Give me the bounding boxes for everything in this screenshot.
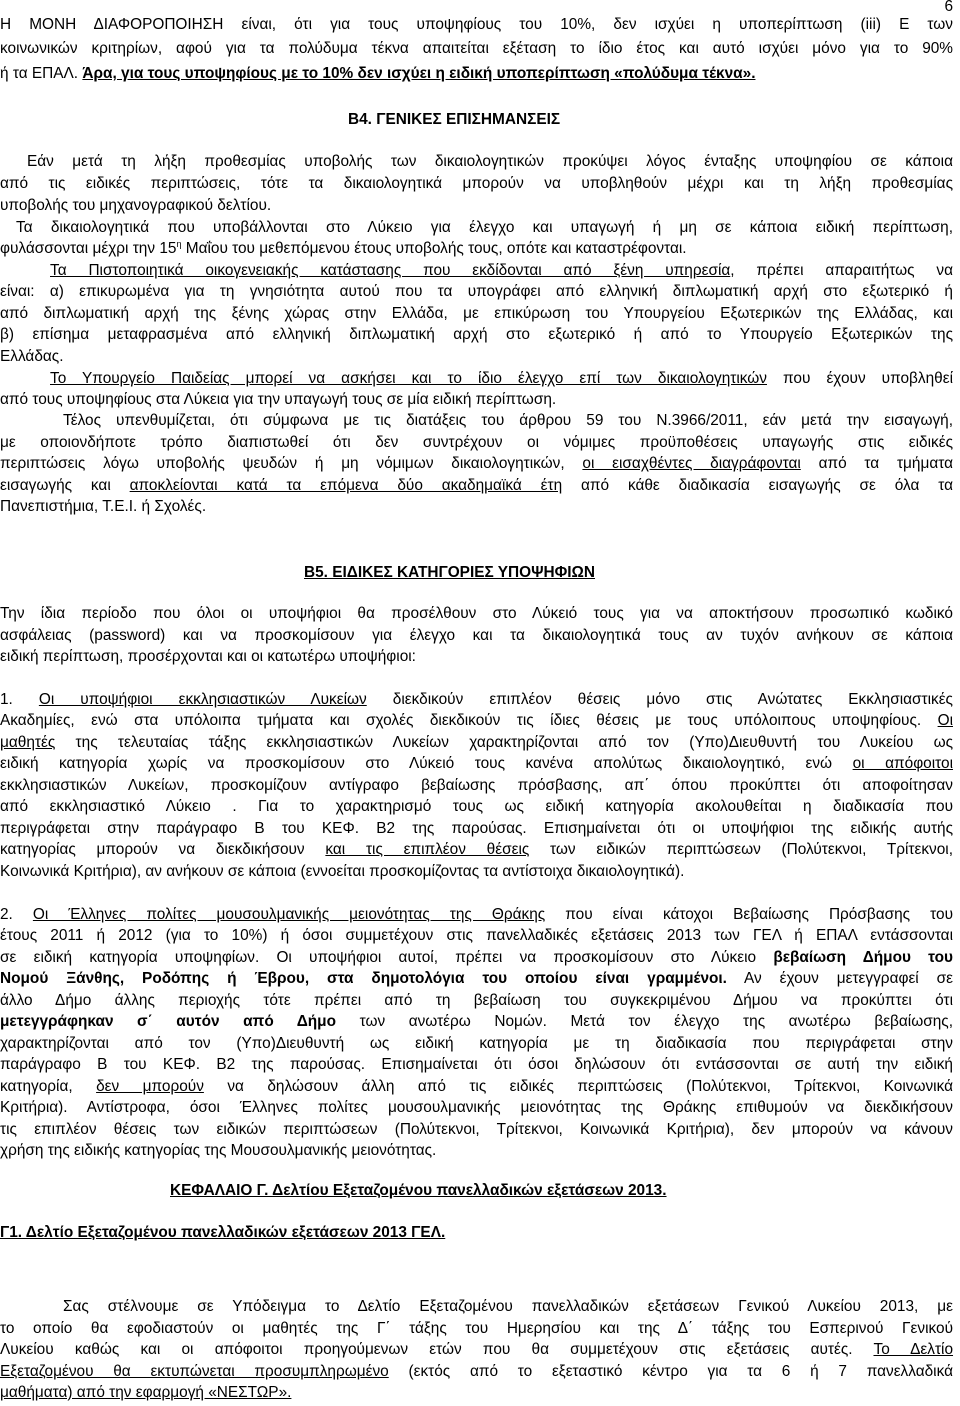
text-segment: κατηγορίας μπορούν να διεκδικήσουν xyxy=(0,841,326,858)
text-line: από τις ειδικές περιπτώσεις, τότε τα δικαιολογητικά μπορούν να υποβληθούν μέχρι και τη λήξη προθεσμίας xyxy=(0,175,953,192)
text-line: το οποίο θα εφοδιαστούν οι μαθητές της Γ΄ τάξης του Ημερησίου και της Δ΄ τάξης του Εσπερινού Γενικού xyxy=(0,1320,953,1337)
text-line: β) επίσημα μεταφρασμένα από ελληνική διπλωματική αρχή στο εξωτερικό ή από το Υπουργείο Εξωτερικών της xyxy=(0,326,953,343)
text-segment: Ακαδημίες, ενώ στα υπόλοιπα τμήματα και σχολές διεκδικούν τις ίδιες θέσεις με τους υπόλοιπους υποψηφίους. xyxy=(0,712,938,729)
text-line: εκκλησιαστικών Λυκείων, προσκομίζουν αντίγραφο βεβαίωσης πρόσβασης, απ΄ όπου προκύπτει ότι αποφοίτησαν xyxy=(0,777,953,794)
underlined-text: οι εισαχθέντες διαγράφονται xyxy=(582,455,801,472)
text-line xyxy=(0,1078,953,1096)
text-line: Κοινωνικά Κριτήρια), αν ανήκουν σε κάποια (εννοείται προσκομίζοντας τα αντίστοιχα δικαιολογητικά). xyxy=(0,863,685,880)
text-line: περιγράφεται στην παράγραφο Β του ΚΕΦ. Β2 της παρούσας. Επισημαίνεται ότι οι υποψήφιοι της ειδικής αυτής xyxy=(0,820,953,837)
text-line: Ελλάδας. xyxy=(0,348,64,365)
text-segment: κατηγορία, xyxy=(0,1078,97,1095)
text-line: Τα δικαιολογητικά που υποβάλλονται στο Λύκειο για έλεγχο και υπαγωγή ή μη σε κάποια ειδική περίπτωση, xyxy=(16,219,953,236)
text-line xyxy=(50,370,953,388)
underlined-text: οι απόφοιτοι xyxy=(852,755,953,772)
text-line xyxy=(0,841,953,859)
text-segment: που είναι κάτοχοι Βεβαίωσης Πρόσβασης του xyxy=(545,906,953,923)
text-line xyxy=(0,455,953,473)
text-line: κοινωνικών κριτηρίων, αφού για τα πολύδυμα τέκνα απαιτείται εξέταση το ίδιο έτος και αυτό ισχύει μόνο για το 90% xyxy=(0,40,953,57)
text-line: ειδική περίπτωση, προσέρχονται και οι κατωτέρω υποψήφιοι: xyxy=(0,648,416,665)
text-line: χρήση της ειδικής κατηγορίας της Μουσουλμανικής μειονότητας. xyxy=(0,1142,437,1159)
text-segment: να δηλώσουν άλλη από τις ειδικές περιπτώσεις (Πολύτεκνοι, Τρίτεκνοι, Κοινωνικά xyxy=(203,1078,953,1095)
text-segment: Λυκείου καθώς και οι απόφοιτοι προηγούμενων ετών που θα συμμετέχουν στις εξετάσεις αυτές. xyxy=(0,1341,874,1358)
text-line: υποβολής του μηχανογραφικού δελτίου. xyxy=(0,197,272,214)
text-line xyxy=(0,712,953,730)
text-line: έτους 2011 ή 2012 (για το 10%) ή όσοι συμμετέχουν στις πανελλαδικές εξετάσεις 2013 των ΓΕΛ ή ΕΠΑΛ εντάσσονται xyxy=(0,927,953,944)
text-line xyxy=(0,970,953,988)
text-line: από τους υποψηφίους στα Λύκεια για την υπαγωγή τους σε μία ειδική περίπτωση. xyxy=(0,391,557,408)
text-segment: από κάθε διαδικασία εισαγωγής σε όλα τα xyxy=(562,477,954,494)
text-segment: Αν έχουν μετεγγραφεί σε xyxy=(726,970,953,987)
text-line: από εκκλησιαστικό Λύκειο . Για το χαρακτηρισμό τους ως ειδική κατηγορία ακολουθείται η διαδικασία που xyxy=(0,798,953,815)
text-line: Πανεπιστήμια, Τ.Ε.Ι. ή Σχολές. xyxy=(0,498,207,515)
section-heading: Β5. ΕΙΔΙΚΕΣ ΚΑΤΗΓΟΡΙΕΣ ΥΠΟΨΗΦΙΩΝ xyxy=(304,564,596,581)
underlined-text: Οι υποψήφιοι εκκλησιαστικών Λυκείων xyxy=(38,691,367,708)
text-line xyxy=(0,477,953,495)
text-line: με οποιονδήποτε τρόπο διαπιστωθεί ότι δεν συντρέχουν οι νόμιμες προϋποθέσεις υπαγωγής στις ειδικές xyxy=(0,434,953,451)
list-number: 1. xyxy=(0,691,39,708)
text-line: Εάν μετά τη λήξη προθεσμίας υποβολής των δικαιολογητικών προκύψει λόγος ένταξης υποψηφίου σε κάποια xyxy=(27,153,953,170)
bold-text: Νομού Ξάνθης, Ροδόπης ή Έβρου, στα δημοτολόγια του οποίου είναι γραμμένοι. xyxy=(0,970,727,987)
text-segment: περιπτώσεις λόγω υποβολής ψευδών ή μη νόμιμων δικαιολογητικών, xyxy=(0,455,583,472)
text-line: Η ΜΟΝΗ ΔΙΑΦΟΡΟΠΟΙΗΣΗ είναι, ότι για τους υποψηφίους του 10%, δεν ισχύει η υποπερίπτωση (iii) Ε των xyxy=(0,16,953,33)
text-line xyxy=(0,1384,953,1402)
list-item-2-line xyxy=(0,906,953,924)
text-segment: της τελευταίας τάξης εκκλησιαστικών Λυκείων χαρακτηρίζονται από τον (Υπο)Διευθυντή του Λυκείου ως xyxy=(55,734,953,751)
text-line xyxy=(0,1013,953,1031)
text-line: είναι: α) επικυρωμένα για τη γνησιότητα αυτού που τα υπογράφει από ελληνική διπλωματική αρχή στο εξωτερικό ή xyxy=(0,283,953,300)
text-line xyxy=(0,1341,953,1359)
underlined-text: μαθητές xyxy=(0,734,56,751)
text-segment: , πρέπει απαραιτήτως να xyxy=(730,262,953,279)
text-segment: που έχουν υποβληθεί xyxy=(766,370,954,387)
superscript: η xyxy=(176,239,182,249)
underlined-text: Εξεταζομένου θα εκτυπώνεται προσυμπληρωμένο xyxy=(0,1363,389,1380)
section-heading: Β4. ΓΕΝΙΚΕΣ ΕΠΙΣΗΜΑΝΣΕΙΣ xyxy=(348,111,561,128)
text-line: παράγραφο Β του ΚΕΦ. Β2 της παρούσας. Επισημαίνεται ότι όσοι δηλώσουν ότι εντάσσονται σε αυτή την ειδική xyxy=(0,1056,953,1073)
underlined-text: Το Δελτίο xyxy=(873,1341,954,1358)
text-line xyxy=(0,734,953,752)
underlined-text: Οι xyxy=(937,712,953,729)
text-line: τις επιπλέον θέσεις των ειδικών περιπτώσεων (Πολύτεκνοι, Τρίτεκνοι, Κοινωνικά Κριτήρια), δεν μπορούν να κάνουν xyxy=(0,1121,953,1138)
text-segment: εισαγωγής και xyxy=(0,477,130,494)
text-segment: από τα τμήματα xyxy=(800,455,953,472)
text-segment: σε ειδική κατηγορία υποψηφίων. Οι υποψήφιοι αυτοί, πρέπει να προσκομίσουν στο Λύκειο xyxy=(0,949,774,966)
text-segment: ειδική κατηγορία χωρίς να προσκομίσουν στο Λύκειό τους κανένα απολύτως δικαιολογητικό, ενώ xyxy=(0,755,853,772)
text-line: χαρακτηρίζονται από τον (Υπο)Διευθυντή ως ειδική κατηγορία με τη διαδικασία που περιγράφεται στην xyxy=(0,1035,953,1052)
text-line: άλλο Δήμο άλλης περιοχής τότε πρέπει από τη βεβαίωση του συγκεκριμένου Δήμου να προκύπτει ότι xyxy=(0,992,953,1009)
text-line: Κριτήρια). Αντίστροφα, όσοι Έλληνες πολίτες μουσουλμανικής μειονότητας της Θράκης επιθυμούν να διεκδικήσουν xyxy=(0,1099,953,1116)
text-line xyxy=(0,949,953,967)
text-segment: (εκτός από το εξεταστικό κέντρο για τα 6 ή 7 πανελλαδικά xyxy=(388,1363,953,1380)
text-line: Τέλος υπενθυμίζεται, ότι σύμφωνα με τις διατάξεις του άρθρου 59 του Ν.3966/2011, εάν μετά την εισαγωγή, xyxy=(63,412,953,429)
text-line: ασφάλειας (password) και να προσκομίσουν για έλεγχο και τα δικαιολογητικά τους αν τυχόν ανήκουν σε κάποια xyxy=(0,627,953,644)
text-segment: ή τα ΕΠΑΛ. xyxy=(0,65,83,82)
text-line xyxy=(0,240,953,258)
subsection-heading: Γ1. Δελτίο Εξεταζομένου πανελλαδικών εξετάσεων 2013 ΓΕΛ. xyxy=(0,1224,446,1241)
underlined-text: δεν μπορούν xyxy=(96,1078,204,1095)
bold-text: μετεγγράφηκαν σ΄ αυτόν από Δήμο xyxy=(0,1013,337,1030)
bold-text: βεβαίωση Δήμου του xyxy=(773,949,953,966)
text-line: από διπλωματική αρχή της ξένης χώρας στην Ελλάδα, με επικύρωση του Υπουργείου Εξωτερικών της Ελλάδας, και xyxy=(0,305,953,322)
text-line xyxy=(0,65,953,83)
underlined-text: αποκλείονται κατά τα επόμενα δύο ακαδημαϊκά έτη xyxy=(129,477,563,494)
underlined-text: Τα Πιστοποιητικά οικογενειακής κατάστασης που εκδίδονται από ξένη υπηρεσία xyxy=(50,262,731,279)
chapter-heading: ΚΕΦΑΛΑΙΟ Γ. Δελτίου Εξεταζομένου πανελλαδικών εξετάσεων 2013. xyxy=(170,1182,667,1199)
text-segment: διεκδικούν επιπλέον θέσεις μόνο στις Ανώτατες Εκκλησιαστικές xyxy=(366,691,953,708)
underlined-text: Το Υπουργείο Παιδείας μπορεί να ασκήσει και το ίδιο έλεγχο επί των δικαιολογητικών xyxy=(50,370,767,387)
text-line xyxy=(50,262,953,280)
page-number: 6 xyxy=(944,0,953,15)
list-item-1-line xyxy=(0,691,953,709)
text-line: Την ίδια περίοδο που όλοι οι υποψήφιοι θα προσέλθουν στο Λύκειό τους για να αποκτήσουν προσωπικό κωδικό xyxy=(0,605,953,622)
bold-underlined-text: Άρα, για τους υποψηφίους με το 10% δεν ισχύει η ειδική υποπερίπτωση «πολύδυμα τέκνα». xyxy=(82,65,756,82)
list-number: 2. xyxy=(0,906,33,923)
text-line: Σας στέλνουμε σε Υπόδειγμα το Δελτίο Εξεταζομένου πανελλαδικών εξετάσεων Γενικού Λυκείου 2013, με xyxy=(63,1298,953,1315)
text-line xyxy=(0,1363,953,1381)
underlined-text: και τις επιπλέον θέσεις xyxy=(325,841,530,858)
underlined-text: Οι Έλληνες πολίτες μουσουλμανικής μειονότητας της Θράκης xyxy=(32,906,546,923)
text-segment: Μαΐου του μεθεπόμενου έτους υποβολής τους, οπότε και καταστρέφονται. xyxy=(181,240,687,257)
text-segment: των ειδικών περιπτώσεων (Πολύτεκνοι, Τρίτεκνοι, xyxy=(529,841,954,858)
text-segment: φυλάσσονται μέχρι την 15 xyxy=(0,240,177,257)
text-line xyxy=(0,755,953,773)
text-segment: των ανωτέρω Νομών. Μετά τον έλεγχο της ανωτέρω βεβαίωσης, xyxy=(336,1013,953,1030)
underlined-text: μαθήματα) από την εφαρμογή «ΝΕΣΤΩΡ». xyxy=(0,1384,292,1401)
